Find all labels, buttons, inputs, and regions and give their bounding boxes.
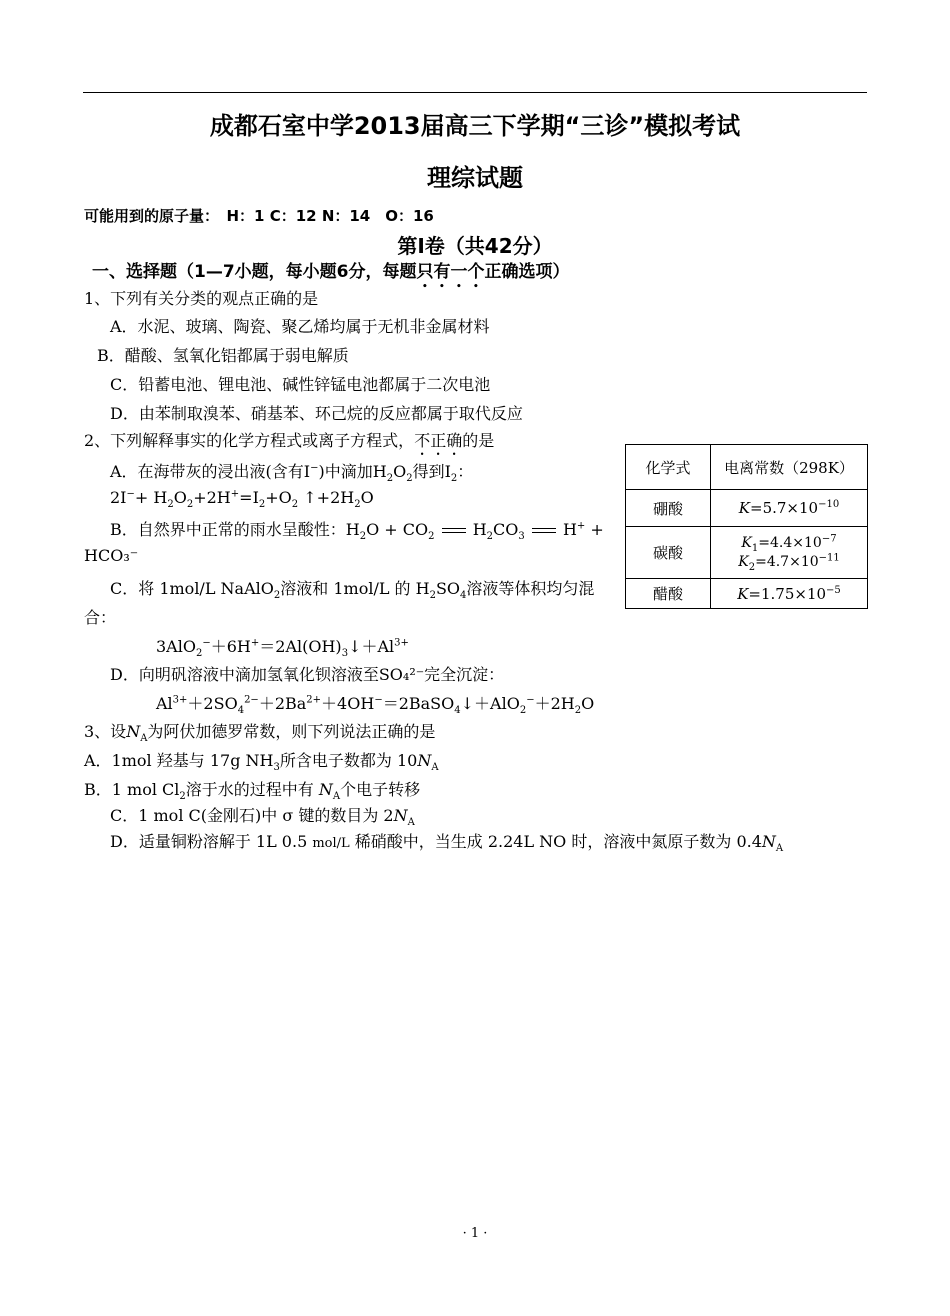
- exam-subtitle: 理综试题: [427, 164, 523, 192]
- q1-option-b: B．醋酸、氢氧化铝都属于弱电解质: [97, 346, 349, 365]
- q3-option-a: A．1mol 羟基与 17g $NH_3$所含电子数都为 $10N_A$: [84, 751, 439, 774]
- table-header-row: [626, 445, 868, 490]
- equilibrium-arrow: [530, 526, 558, 536]
- table-header-formula: 化学式: [626, 445, 711, 490]
- q1-stem: 1、下列有关分类的观点正确的是: [84, 289, 319, 308]
- section-title: 第Ⅰ卷（共42分）: [397, 234, 553, 258]
- table-cell-constant: $K_1=4.4\times 10^{-7}$ $K_2=4.7\times 10^{-11}$: [711, 527, 868, 579]
- q2-stem-suffix: 的是: [462, 431, 495, 450]
- exam-title: 成都石室中学2013届高三下学期“三诊”模拟考试: [209, 112, 741, 140]
- q2-option-b-cont: HCO₃⁻: [84, 546, 139, 565]
- q2-stem-prefix: 2、下列解释事实的化学方程式或离子方程式，: [84, 431, 415, 450]
- table-cell-name: 硼酸: [626, 490, 711, 527]
- table-cell-constant: $K=5.7\times 10^{-10}$: [711, 490, 868, 527]
- header-rule: [83, 92, 867, 93]
- q1-option-a: A．水泥、玻璃、陶瓷、聚乙烯均属于无机非金属材料: [110, 317, 490, 336]
- table-header-constant: 电离常数（298K）: [711, 445, 868, 490]
- q2-option-d: D．向明矾溶液中滴加氢氧化钡溶液至SO₄²⁻完全沉淀：: [110, 665, 505, 684]
- q2-option-c: C．将 1mol/L NaAlO$_2$溶液和 1mol/L 的 $H_2SO_4$溶液等体积均匀混: [110, 579, 595, 602]
- q2-option-c-equation: $3AlO_2^-+6H^+=2Al(OH)_3↓+Al^{3+}$: [156, 637, 409, 660]
- q2-stem-emphasis: 不正确: [414, 431, 463, 450]
- q1-option-d: D．由苯制取溴苯、硝基苯、环己烷的反应都属于取代反应: [110, 404, 523, 423]
- table-cell-constant: $K=1.75\times 10^{-5}$: [711, 579, 868, 609]
- q2-option-a-equation: $2I^-+ H_2O_2+2H^+=I_2+O_2$ $↑+2H_2O$: [110, 488, 374, 511]
- table-row: [626, 579, 868, 609]
- table-row: [626, 527, 868, 579]
- atomic-masses: 可能用到的原子量： H：1 C：12 N：14 O：16: [84, 207, 434, 225]
- q2-option-c-cont: 合：: [84, 608, 117, 627]
- q2-option-d-equation: $Al^{3+}+2SO_4^{2-}+2Ba^{2+}+4OH^-=2BaSO_4↓+AlO_2^-+2H_2O$: [156, 694, 595, 717]
- table-cell-name: 碳酸: [626, 527, 711, 579]
- q2-option-b: B．自然界中正常的雨水呈酸性：$H_2O + CO_2$ $H_2CO_3$ H+ +: [110, 520, 604, 543]
- part-emphasis: 只有一个: [416, 262, 485, 282]
- q3-option-b: B．1 mol $Cl_2$溶于水的过程中有 $N_A$个电子转移: [84, 780, 421, 803]
- table-cell-name: 醋酸: [626, 579, 711, 609]
- part-suffix: 正确选项）: [484, 262, 570, 282]
- page-number: · 1 ·: [462, 1226, 488, 1241]
- q3-stem: 3、设$N_A$为阿伏加德罗常数，则下列说法正确的是: [84, 722, 436, 745]
- part-prefix: 一、选择题（1—7小题，每小题6分，每题: [92, 262, 417, 282]
- ionization-constant-table: [625, 444, 868, 609]
- q2-option-a: A．在海带灰的浸出液(含有I−)中滴加$H_2O_2$得到$I_2$：: [110, 462, 474, 485]
- equilibrium-arrow: [440, 526, 468, 536]
- q2-stem: [84, 428, 494, 459]
- q3-option-d: D．适量铜粉溶解于 1L 0.5 mol/L 稀硝酸中，当生成 2.24L NO 时，溶液中氮原子数为 $0.4N_A$: [110, 832, 784, 855]
- q1-option-c: C．铅蓄电池、锂电池、碱性锌锰电池都属于二次电池: [110, 375, 491, 394]
- table-row: [626, 490, 868, 527]
- q3-option-c: C．1 mol C(金刚石)中 σ 键的数目为 $2N_A$: [110, 806, 415, 829]
